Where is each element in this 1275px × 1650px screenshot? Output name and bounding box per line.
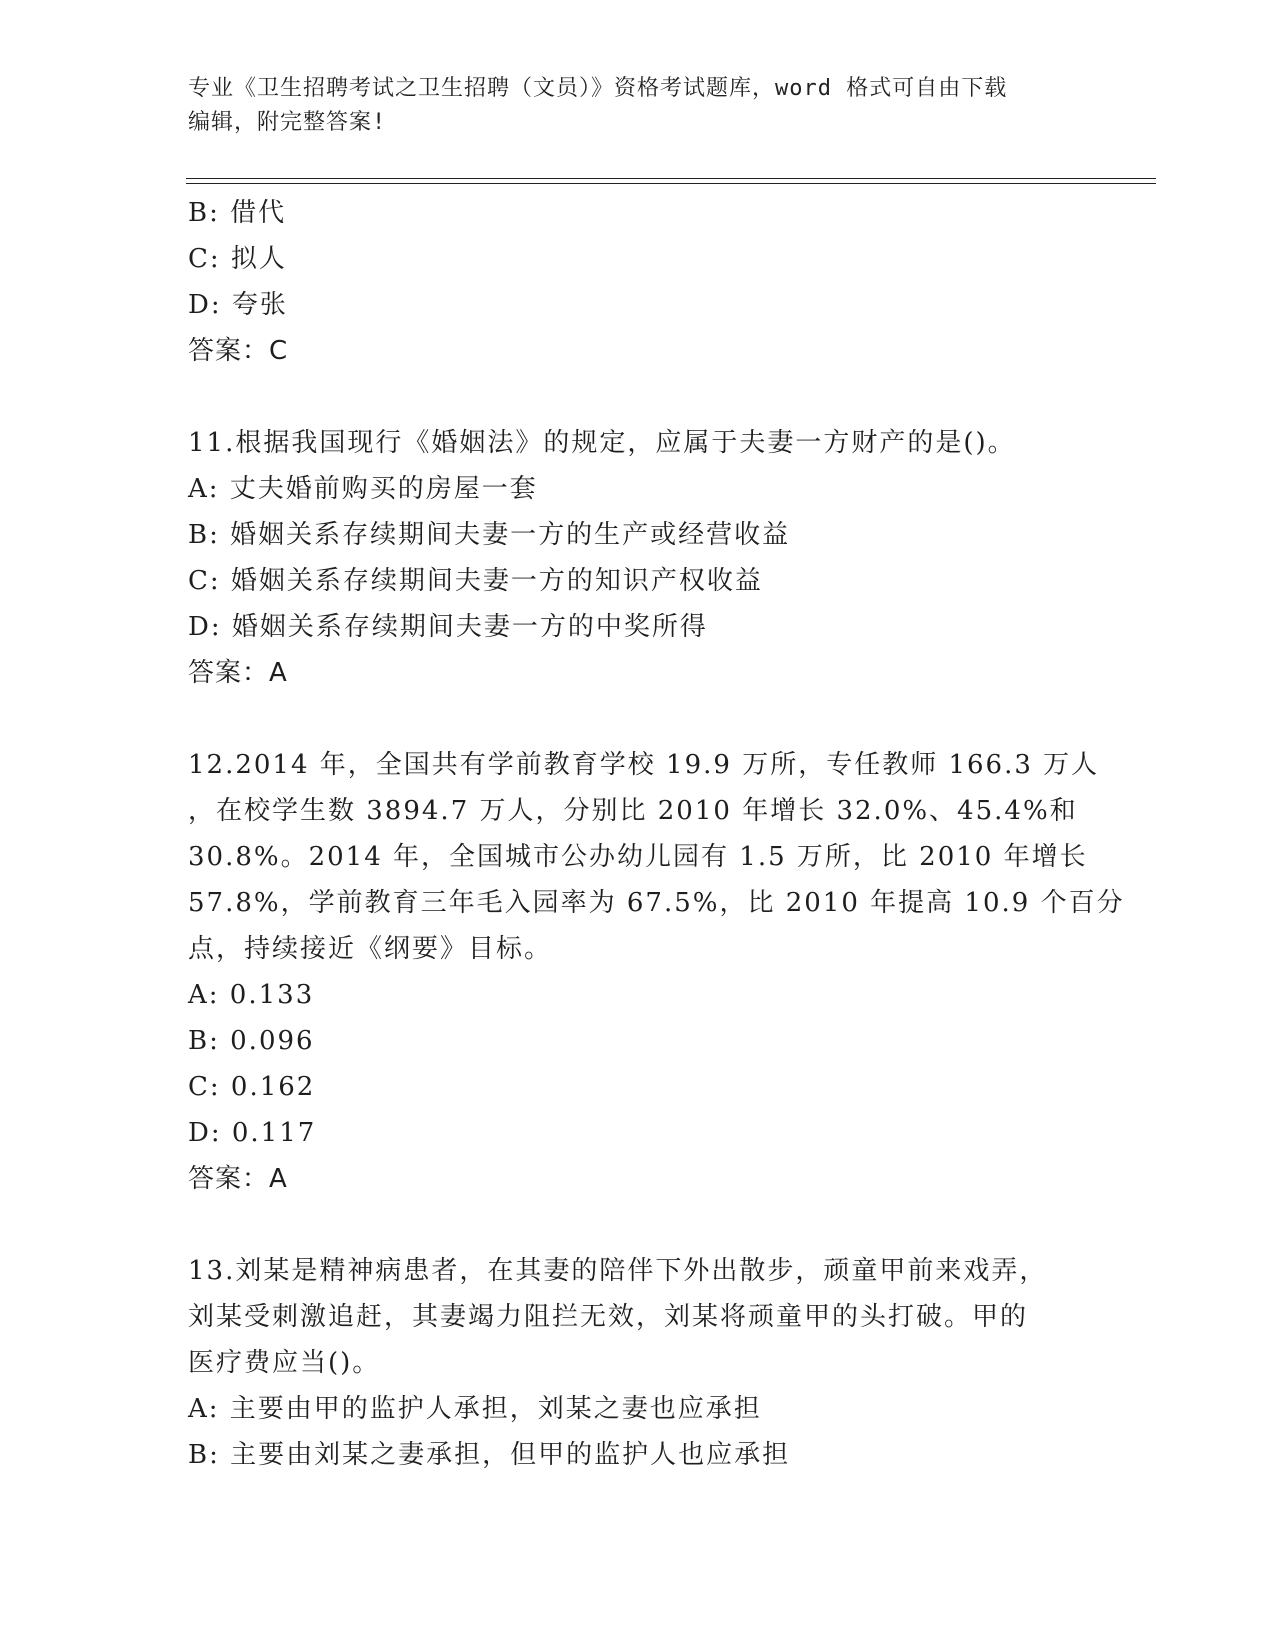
- q11-option-c: C: 婚姻关系存续期间夫妻一方的知识产权收益: [188, 566, 763, 596]
- question-12-block: [188, 742, 1125, 1202]
- question-13-block: [188, 1248, 1068, 1478]
- header-line-1: 专业《卫生招聘考试之卫生招聘（文员）》资格考试题库，word 格式可自由下载: [188, 76, 1008, 101]
- document-header: [188, 72, 1088, 140]
- q13-question-line: 13.刘某是精神病患者，在其妻的陪伴下外出散步，顽童甲前来戏弄，: [188, 1256, 1048, 1286]
- q13-question-line: 医疗费应当()。: [188, 1348, 381, 1378]
- spacer: [188, 374, 1068, 420]
- q12-question-line: 30.8%。2014 年，全国城市公办幼儿园有 1.5 万所，比 2010 年增长: [188, 842, 1088, 872]
- q12-answer: 答案：A: [188, 1164, 288, 1194]
- q13-option-b: B: 主要由刘某之妻承担，但甲的监护人也应承担: [188, 1440, 791, 1470]
- q10-option-b: B: 借代: [188, 198, 287, 228]
- spacer: [188, 696, 1068, 742]
- q13-option-a: A: 主要由甲的监护人承担，刘某之妻也应承担: [188, 1394, 762, 1424]
- q12-question-line: 点，持续接近《纲要》目标。: [188, 934, 553, 964]
- q12-question: [188, 742, 1125, 972]
- q11-option-a: A: 丈夫婚前购买的房屋一套: [188, 474, 538, 504]
- q12-question-line: 12.2014 年，全国共有学前教育学校 19.9 万所，专任教师 166.3 万人: [188, 750, 1100, 780]
- q12-question-line: ，在校学生数 3894.7 万人，分别比 2010 年增长 32.0%、45.4%和: [188, 796, 1078, 826]
- q10-option-c: C: 拟人: [188, 244, 287, 274]
- q11-answer: 答案：A: [188, 658, 288, 688]
- q11-question: 11.根据我国现行《婚姻法》的规定，应属于夫妻一方财产的是()。: [188, 428, 1016, 458]
- q12-option-d: D: 0.117: [188, 1118, 317, 1148]
- q12-option-b: B: 0.096: [188, 1026, 315, 1056]
- q11-option-d: D: 婚姻关系存续期间夫妻一方的中奖所得: [188, 612, 708, 642]
- q12-option-a: A: 0.133: [188, 980, 315, 1010]
- q13-question: [188, 1248, 1068, 1386]
- q10-option-d: D: 夸张: [188, 290, 288, 320]
- q10-answer: 答案：C: [188, 336, 289, 366]
- q12-question-line: 57.8%，学前教育三年毛入园率为 67.5%，比 2010 年提高 10.9 个百分: [188, 888, 1125, 918]
- question-10-block: [188, 190, 1068, 374]
- q12-option-c: C: 0.162: [188, 1072, 316, 1102]
- spacer: [188, 1202, 1068, 1248]
- question-content: [188, 190, 1125, 1478]
- header-line-2: 编辑，附完整答案!: [188, 110, 387, 135]
- header-rule-bottom: [186, 183, 1156, 184]
- question-11-block: [188, 420, 1068, 696]
- q13-question-line: 刘某受刺激追赶，其妻竭力阻拦无效，刘某将顽童甲的头打破。甲的: [188, 1302, 1029, 1332]
- q11-option-b: B: 婚姻关系存续期间夫妻一方的生产或经营收益: [188, 520, 791, 550]
- header-rule-top: [186, 178, 1156, 179]
